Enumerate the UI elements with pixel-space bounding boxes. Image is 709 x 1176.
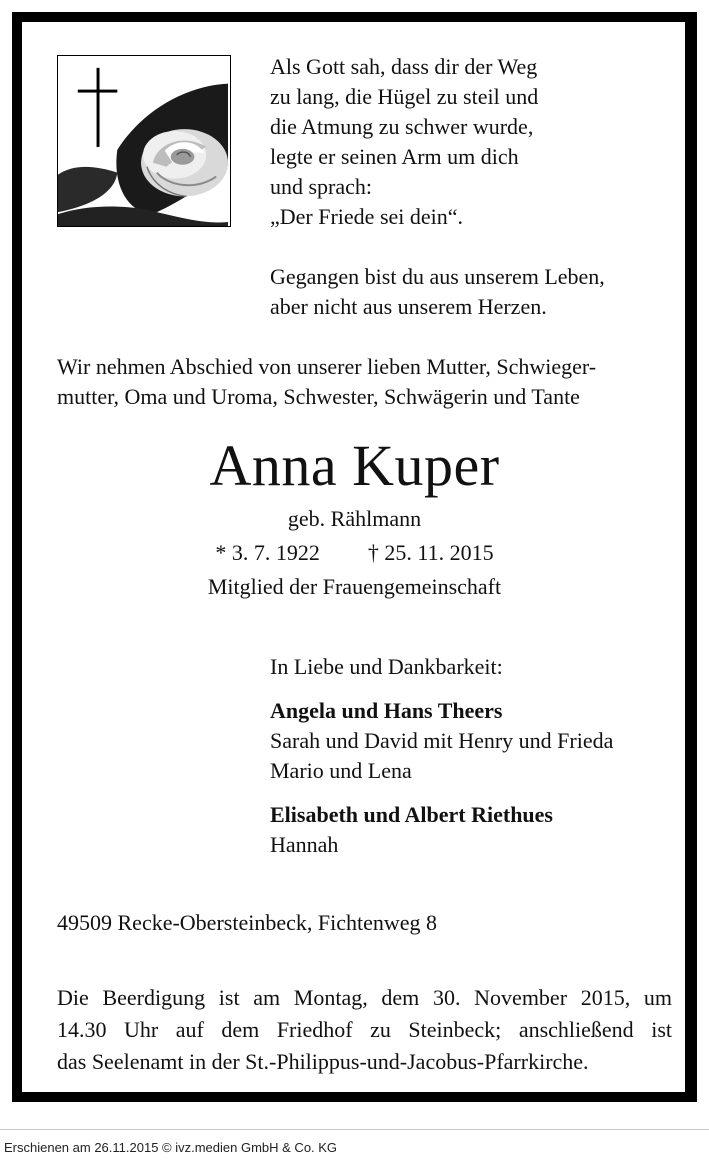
cross-and-rose-image [57, 55, 231, 227]
funeral-info [57, 982, 672, 1078]
rose-icon [58, 56, 230, 226]
address: 49509 Recke-Obersteinbeck, Fichtenweg 8 [57, 910, 437, 935]
poem-line: und sprach: [270, 174, 373, 199]
farewell-intro [57, 352, 682, 412]
poem-line: zu lang, die Hügel zu steil und [270, 84, 539, 109]
mourner-group-heading: Elisabeth und Albert Riethues [270, 802, 553, 827]
footer-divider [0, 1129, 709, 1130]
poem-line: Gegangen bist du aus unserem Leben, [270, 264, 605, 289]
mourner-line: Sarah und David mit Henry und Frieda [270, 728, 614, 753]
spacer [270, 786, 690, 800]
poem-line: Als Gott sah, dass dir der Weg [270, 54, 538, 79]
greeting: In Liebe und Dankbarkeit: [270, 654, 503, 679]
mourners-list [270, 652, 690, 860]
obituary-notice [12, 12, 697, 1102]
poem-line: „Der Friede sei dein“. [270, 204, 464, 229]
funeral-line: das Seelenamt in der St.-Philippus-und-Jacobus-Pfarrkirche. [57, 1049, 589, 1074]
deceased-name: Anna Kuper [209, 433, 500, 498]
life-dates [22, 538, 687, 568]
death-date: † 25. 11. 2015 [367, 540, 494, 565]
membership: Mitglied der Frauengemeinschaft [207, 574, 502, 599]
birth-date: * 3. 7. 1922 [215, 540, 320, 565]
poem-line: aber nicht aus unserem Herzen. [270, 294, 547, 319]
publication-credit: Erschienen am 26.11.2015 © ivz.medien GmbH & Co. KG [4, 1140, 338, 1155]
birth-name: geb. Rählmann [287, 506, 422, 531]
poem-stanza-gap [270, 232, 680, 262]
intro-line: mutter, Oma und Uroma, Schwester, Schwägerin und Tante [57, 384, 580, 409]
poem [270, 52, 680, 322]
funeral-line: Die Beerdigung ist am Montag, dem 30. November 2015, um [57, 985, 672, 1010]
mourner-group-heading: Angela und Hans Theers [270, 698, 503, 723]
poem-line: die Atmung zu schwer wurde, [270, 114, 534, 139]
intro-line: Wir nehmen Abschied von unserer lieben Mutter, Schwieger- [57, 354, 597, 379]
spacer [270, 682, 690, 696]
poem-line: legte er seinen Arm um dich [270, 144, 519, 169]
funeral-line: 14.30 Uhr auf dem Friedhof zu Steinbeck; anschließend ist [57, 1017, 672, 1042]
mourner-line: Mario und Lena [270, 758, 412, 783]
mourner-line: Hannah [270, 832, 339, 857]
